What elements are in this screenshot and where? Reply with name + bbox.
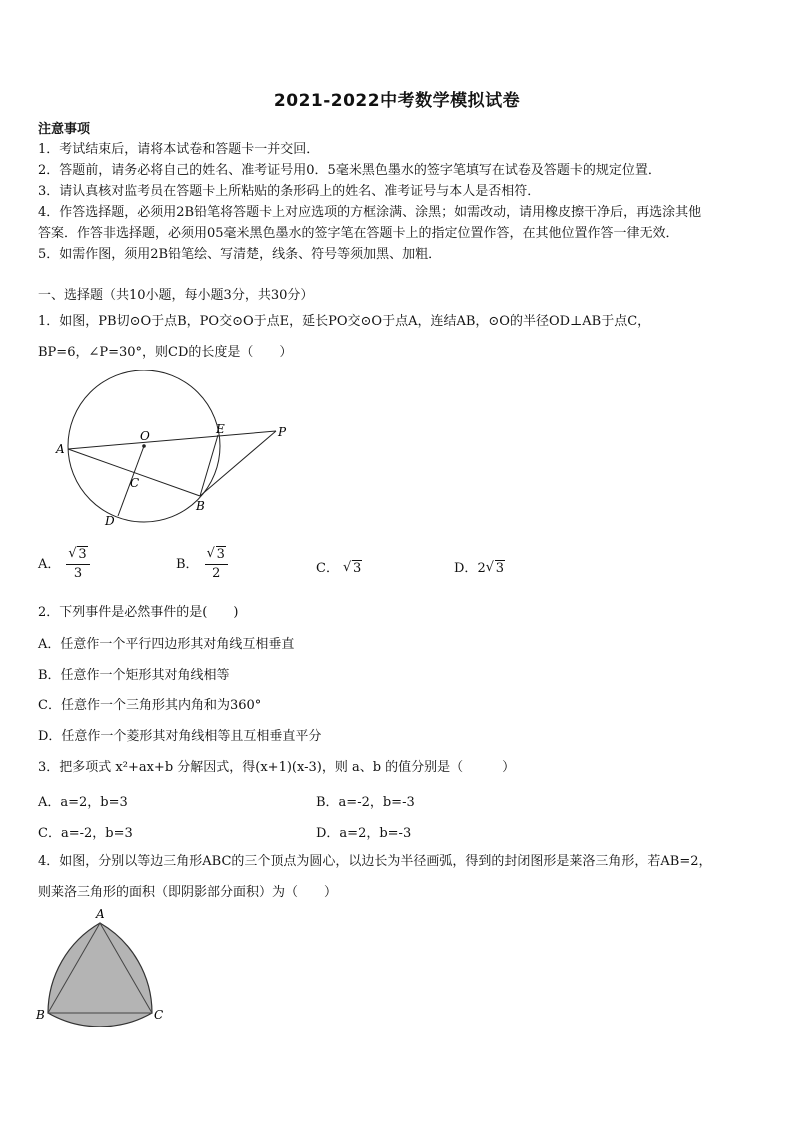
q1-option-a: A． √ $\frac{3}{3}$ [38,546,90,583]
label-d: D [105,514,115,528]
q3-option-c: C．a=-2，b=3 [38,826,133,841]
q4-stem-line1: 4．如图，分别以等边三角形ABC的三个顶点为圆心，以边长为半径画弧，得到的封闭图形是莱洛三角形，若AB=2， [38,854,712,869]
label-o: O [140,429,150,443]
q1-option-c: C．√ 3 [316,557,362,576]
notice-item: 3．请认真核对监考员在答题卡上所粘贴的条形码上的姓名、准考证号与本人是否相符． [38,184,541,199]
q1-option-d: D．2√ 3 [454,557,505,576]
notice-item: 答案．作答非选择题，必须用05毫米黑色墨水的签字笔在答题卡上的指定位置作答，在其他位置作答一律无效． [38,226,679,241]
q1-stem-line2: BP=6，∠P=30°，则CD的长度是（ ） [38,345,293,360]
label-b: B [196,499,205,513]
reuleaux-shape [48,923,152,1027]
q3-option-d: D．a=2，b=-3 [316,826,412,841]
q2-option: B．任意作一个矩形其对角线相等 [38,668,230,683]
q2-option: C．任意作一个三角形其内角和为360° [38,698,262,713]
q2-stem: 2．下列事件是必然事件的是( ) [38,605,239,620]
q3-option-b: B．a=-2，b=-3 [316,795,415,810]
q2-option: D．任意作一个菱形其对角线相等且互相垂直平分 [38,729,322,744]
label-b: B [36,1008,45,1022]
notice-item: 2．答题前，请务必将自己的姓名、准考证号用0．5毫米黑色墨水的签字笔填写在试卷及答题卡的规定位置． [38,163,661,178]
q2-option: A．任意作一个平行四边形其对角线互相垂直 [38,637,295,652]
label-c: C [130,476,140,490]
notice-item: 5．如需作图，须用2B铅笔绘、写清楚，线条、符号等须加黑、加粗． [38,247,442,262]
q3-stem: 3．把多项式 x²+ax+b 分解因式，得(x+1)(x-3)，则 a、b 的值分别是（ ） [38,760,516,775]
notice-item: 4．作答选择题，必须用2B铅笔将答题卡上对应选项的方框涂满、涂黑；如需改动，请用橡皮擦干净后，再选涂其他 [38,205,702,220]
label-c: C [154,1008,164,1022]
label-a: A [96,907,105,921]
line-pb [200,431,276,496]
label-e: E [216,422,225,436]
line-eb [200,435,218,496]
point-o [142,444,146,448]
q1-option-b: B． √ $\frac{3}{2}$ [176,546,228,583]
q1-circle-figure [50,370,300,532]
line-ap [68,431,276,449]
section-heading: 一、选择题（共10小题，每小题3分，共30分） [38,288,314,303]
q4-stem-line2: 则莱洛三角形的面积（即阴影部分面积）为（ ） [38,885,338,900]
q4-reuleaux-figure [34,905,174,1027]
q1-stem-line1: 1．如图，PB切⊙O于点B，PO交⊙O于点E，延长PO交⊙O于点A，连结AB，⊙O的半径OD⊥AB于点C， [38,314,651,329]
label-a: A [56,442,65,456]
notice-item: 1．考试结束后，请将本试卷和答题卡一并交回． [38,142,320,157]
q3-option-a: A．a=2，b=3 [38,795,128,810]
label-p: P [278,425,287,439]
notice-heading: 注意事项 [38,122,91,137]
exam-title: 2021-2022中考数学模拟试卷 [273,91,521,111]
